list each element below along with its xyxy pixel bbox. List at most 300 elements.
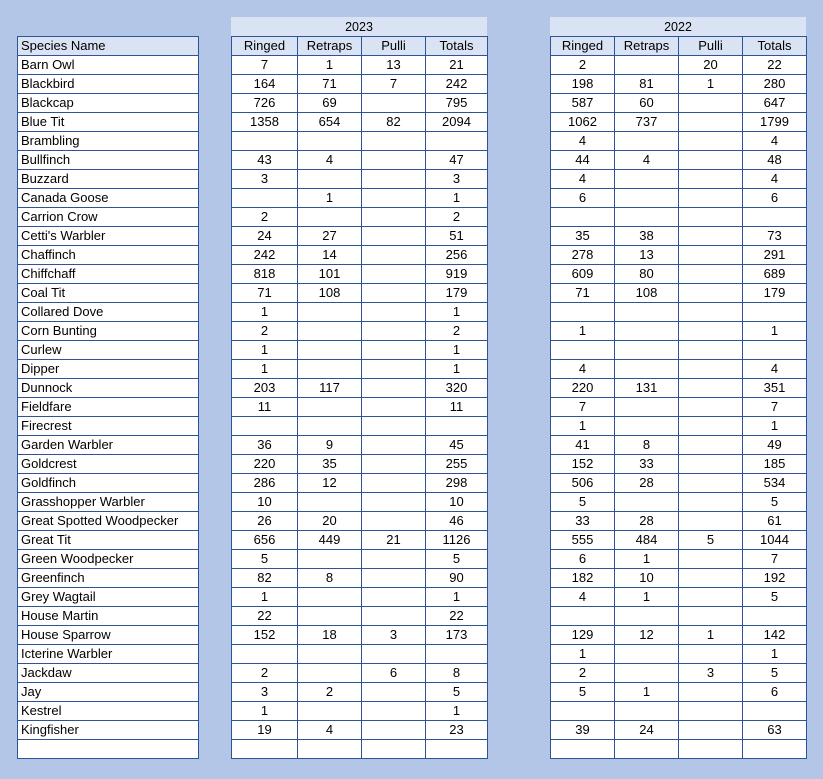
ringed-cell[interactable]: 1 [232,588,298,607]
retraps-cell[interactable]: 20 [298,512,362,531]
ringed-cell[interactable]: 2 [551,664,615,683]
ringed-cell[interactable]: 41 [551,436,615,455]
species-name-cell[interactable]: Barn Owl [18,56,199,75]
ringed-cell[interactable] [551,341,615,360]
totals-cell[interactable]: 45 [426,436,488,455]
retraps-cell[interactable] [615,645,679,664]
totals-cell[interactable]: 192 [743,569,807,588]
totals-cell[interactable]: 1 [743,322,807,341]
retraps-cell[interactable]: 654 [298,113,362,132]
species-name-cell[interactable]: Goldcrest [18,455,199,474]
ringed-cell[interactable]: 35 [551,227,615,246]
retraps-cell[interactable]: 80 [615,265,679,284]
totals-cell[interactable]: 5 [426,683,488,702]
species-name-cell[interactable]: Goldfinch [18,474,199,493]
species-name-cell[interactable]: Grey Wagtail [18,588,199,607]
pulli-cell[interactable] [362,227,426,246]
retraps-cell[interactable] [615,493,679,512]
retraps-cell[interactable]: 27 [298,227,362,246]
ringed-cell[interactable]: 152 [551,455,615,474]
ringed-cell[interactable]: 656 [232,531,298,550]
ringed-cell[interactable]: 182 [551,569,615,588]
species-name-cell[interactable]: Chaffinch [18,246,199,265]
totals-cell[interactable]: 47 [426,151,488,170]
pulli-cell[interactable] [362,417,426,436]
retraps-cell[interactable] [298,360,362,379]
totals-cell[interactable]: 5 [743,493,807,512]
ringed-cell[interactable] [232,417,298,436]
ringed-cell[interactable]: 129 [551,626,615,645]
ringed-cell[interactable] [551,740,615,759]
pulli-cell[interactable]: 3 [679,664,743,683]
ringed-cell[interactable] [551,303,615,322]
ringed-cell[interactable]: 278 [551,246,615,265]
totals-cell[interactable]: 73 [743,227,807,246]
ringed-cell[interactable]: 3 [232,170,298,189]
totals-cell[interactable]: 1 [426,360,488,379]
ringed-cell[interactable] [551,702,615,721]
pulli-cell[interactable] [362,151,426,170]
species-name-cell[interactable]: Jackdaw [18,664,199,683]
ringed-cell[interactable]: 203 [232,379,298,398]
totals-cell[interactable]: 1044 [743,531,807,550]
species-name-cell[interactable]: Kestrel [18,702,199,721]
retraps-cell[interactable] [615,417,679,436]
retraps-cell[interactable] [298,645,362,664]
pulli-cell[interactable]: 3 [362,626,426,645]
col-retraps-header[interactable]: Retraps [298,37,362,56]
ringed-cell[interactable]: 26 [232,512,298,531]
ringed-cell[interactable]: 2 [232,322,298,341]
ringed-cell[interactable] [232,189,298,208]
pulli-cell[interactable]: 20 [679,56,743,75]
totals-cell[interactable]: 919 [426,265,488,284]
pulli-cell[interactable] [362,702,426,721]
species-name-cell[interactable]: Curlew [18,341,199,360]
totals-cell[interactable] [426,417,488,436]
pulli-cell[interactable] [679,379,743,398]
retraps-cell[interactable]: 9 [298,436,362,455]
totals-cell[interactable]: 142 [743,626,807,645]
ringed-cell[interactable] [551,607,615,626]
species-name-cell[interactable]: Garden Warbler [18,436,199,455]
pulli-cell[interactable] [679,702,743,721]
totals-cell[interactable]: 647 [743,94,807,113]
totals-cell[interactable]: 22 [743,56,807,75]
retraps-cell[interactable]: 131 [615,379,679,398]
pulli-cell[interactable] [362,436,426,455]
species-name-cell[interactable]: Blue Tit [18,113,199,132]
retraps-cell[interactable] [615,189,679,208]
totals-cell[interactable]: 90 [426,569,488,588]
retraps-cell[interactable]: 737 [615,113,679,132]
retraps-cell[interactable] [298,588,362,607]
pulli-cell[interactable] [362,284,426,303]
pulli-cell[interactable]: 1 [679,626,743,645]
totals-cell[interactable]: 7 [743,550,807,569]
pulli-cell[interactable]: 82 [362,113,426,132]
species-name-cell[interactable]: Canada Goose [18,189,199,208]
retraps-cell[interactable] [615,170,679,189]
retraps-cell[interactable]: 33 [615,455,679,474]
retraps-cell[interactable]: 38 [615,227,679,246]
retraps-cell[interactable] [615,303,679,322]
ringed-cell[interactable]: 242 [232,246,298,265]
species-name-cell[interactable]: Greenfinch [18,569,199,588]
totals-cell[interactable]: 4 [743,170,807,189]
ringed-cell[interactable]: 587 [551,94,615,113]
pulli-cell[interactable]: 21 [362,531,426,550]
retraps-cell[interactable]: 117 [298,379,362,398]
totals-cell[interactable]: 5 [426,550,488,569]
pulli-cell[interactable] [679,284,743,303]
pulli-cell[interactable] [679,512,743,531]
ringed-cell[interactable]: 4 [551,588,615,607]
species-name-cell[interactable] [18,740,199,759]
ringed-cell[interactable]: 36 [232,436,298,455]
pulli-cell[interactable] [362,683,426,702]
pulli-cell[interactable] [362,189,426,208]
species-name-cell[interactable]: Chiffchaff [18,265,199,284]
retraps-cell[interactable]: 8 [298,569,362,588]
pulli-cell[interactable] [679,569,743,588]
retraps-cell[interactable] [298,702,362,721]
totals-cell[interactable]: 179 [426,284,488,303]
year-2023-title[interactable]: 2023 [231,17,487,36]
totals-cell[interactable] [426,132,488,151]
species-name-cell[interactable]: Icterine Warbler [18,645,199,664]
totals-cell[interactable]: 4 [743,360,807,379]
totals-cell[interactable]: 689 [743,265,807,284]
retraps-cell[interactable] [298,493,362,512]
retraps-cell[interactable]: 14 [298,246,362,265]
col-totals-header[interactable]: Totals [743,37,807,56]
pulli-cell[interactable] [679,398,743,417]
species-name-cell[interactable]: Dunnock [18,379,199,398]
totals-cell[interactable]: 291 [743,246,807,265]
species-name-cell[interactable]: Green Woodpecker [18,550,199,569]
col-ringed-header[interactable]: Ringed [232,37,298,56]
pulli-cell[interactable] [362,132,426,151]
ringed-cell[interactable] [232,740,298,759]
pulli-cell[interactable] [362,303,426,322]
retraps-cell[interactable]: 24 [615,721,679,740]
retraps-cell[interactable]: 35 [298,455,362,474]
retraps-cell[interactable]: 28 [615,474,679,493]
totals-cell[interactable] [426,740,488,759]
ringed-cell[interactable] [551,208,615,227]
ringed-cell[interactable]: 44 [551,151,615,170]
pulli-cell[interactable]: 1 [679,75,743,94]
ringed-cell[interactable]: 506 [551,474,615,493]
ringed-cell[interactable]: 22 [232,607,298,626]
pulli-cell[interactable] [362,569,426,588]
ringed-cell[interactable]: 1358 [232,113,298,132]
totals-cell[interactable]: 4 [743,132,807,151]
retraps-cell[interactable]: 12 [615,626,679,645]
retraps-cell[interactable] [298,664,362,683]
pulli-cell[interactable] [362,341,426,360]
ringed-cell[interactable]: 220 [232,455,298,474]
species-name-cell[interactable]: Corn Bunting [18,322,199,341]
retraps-cell[interactable] [615,664,679,683]
species-name-cell[interactable]: Cetti's Warbler [18,227,199,246]
ringed-cell[interactable]: 152 [232,626,298,645]
pulli-cell[interactable] [362,721,426,740]
retraps-cell[interactable] [298,132,362,151]
pulli-cell[interactable] [679,417,743,436]
totals-cell[interactable]: 1799 [743,113,807,132]
totals-cell[interactable]: 1126 [426,531,488,550]
retraps-cell[interactable]: 484 [615,531,679,550]
retraps-cell[interactable] [298,208,362,227]
species-name-cell[interactable]: House Sparrow [18,626,199,645]
totals-cell[interactable]: 6 [743,683,807,702]
retraps-cell[interactable] [615,398,679,417]
retraps-cell[interactable]: 71 [298,75,362,94]
pulli-cell[interactable] [362,474,426,493]
totals-cell[interactable]: 49 [743,436,807,455]
totals-cell[interactable]: 5 [743,588,807,607]
pulli-cell[interactable] [679,246,743,265]
ringed-cell[interactable] [232,132,298,151]
ringed-cell[interactable]: 5 [551,683,615,702]
ringed-cell[interactable]: 1 [551,645,615,664]
retraps-cell[interactable]: 13 [615,246,679,265]
totals-cell[interactable]: 46 [426,512,488,531]
totals-cell[interactable]: 61 [743,512,807,531]
retraps-cell[interactable]: 1 [615,588,679,607]
retraps-cell[interactable] [615,56,679,75]
pulli-cell[interactable] [679,341,743,360]
pulli-cell[interactable] [362,398,426,417]
pulli-cell[interactable] [679,740,743,759]
retraps-cell[interactable] [615,360,679,379]
retraps-cell[interactable]: 4 [615,151,679,170]
retraps-cell[interactable] [615,322,679,341]
ringed-cell[interactable]: 39 [551,721,615,740]
retraps-cell[interactable]: 60 [615,94,679,113]
ringed-cell[interactable]: 198 [551,75,615,94]
ringed-cell[interactable]: 11 [232,398,298,417]
species-name-cell[interactable]: Bullfinch [18,151,199,170]
ringed-cell[interactable]: 1 [232,360,298,379]
totals-cell[interactable]: 280 [743,75,807,94]
ringed-cell[interactable]: 24 [232,227,298,246]
totals-cell[interactable]: 23 [426,721,488,740]
pulli-cell[interactable] [362,645,426,664]
species-name-cell[interactable]: Kingfisher [18,721,199,740]
totals-cell[interactable] [743,303,807,322]
ringed-cell[interactable]: 4 [551,132,615,151]
species-name-cell[interactable]: Grasshopper Warbler [18,493,199,512]
ringed-cell[interactable]: 5 [232,550,298,569]
species-name-cell[interactable]: Great Tit [18,531,199,550]
species-name-cell[interactable]: Firecrest [18,417,199,436]
species-name-cell[interactable]: Carrion Crow [18,208,199,227]
species-name-cell[interactable]: Blackcap [18,94,199,113]
retraps-cell[interactable] [298,170,362,189]
species-name-cell[interactable]: Blackbird [18,75,199,94]
pulli-cell[interactable] [679,493,743,512]
totals-cell[interactable]: 255 [426,455,488,474]
retraps-cell[interactable] [298,740,362,759]
pulli-cell[interactable]: 13 [362,56,426,75]
ringed-cell[interactable]: 71 [232,284,298,303]
retraps-cell[interactable]: 28 [615,512,679,531]
pulli-cell[interactable] [362,493,426,512]
ringed-cell[interactable]: 4 [551,360,615,379]
ringed-cell[interactable]: 818 [232,265,298,284]
totals-cell[interactable]: 7 [743,398,807,417]
species-name-cell[interactable]: Fieldfare [18,398,199,417]
totals-cell[interactable]: 534 [743,474,807,493]
totals-cell[interactable] [743,702,807,721]
totals-cell[interactable]: 63 [743,721,807,740]
pulli-cell[interactable] [362,550,426,569]
pulli-cell[interactable] [679,436,743,455]
totals-cell[interactable]: 2 [426,322,488,341]
pulli-cell[interactable] [362,265,426,284]
retraps-cell[interactable] [298,417,362,436]
pulli-cell[interactable] [679,322,743,341]
retraps-cell[interactable]: 8 [615,436,679,455]
pulli-cell[interactable] [362,170,426,189]
totals-cell[interactable]: 795 [426,94,488,113]
ringed-cell[interactable]: 2 [232,208,298,227]
retraps-cell[interactable] [298,322,362,341]
totals-cell[interactable]: 10 [426,493,488,512]
totals-cell[interactable]: 1 [426,702,488,721]
pulli-cell[interactable] [362,740,426,759]
totals-cell[interactable]: 242 [426,75,488,94]
pulli-cell[interactable] [679,265,743,284]
ringed-cell[interactable]: 2 [232,664,298,683]
ringed-cell[interactable]: 71 [551,284,615,303]
ringed-cell[interactable]: 33 [551,512,615,531]
pulli-cell[interactable] [362,94,426,113]
ringed-cell[interactable]: 5 [551,493,615,512]
pulli-cell[interactable] [679,132,743,151]
totals-cell[interactable]: 185 [743,455,807,474]
pulli-cell[interactable] [679,645,743,664]
ringed-cell[interactable]: 19 [232,721,298,740]
pulli-cell[interactable] [362,512,426,531]
ringed-cell[interactable]: 1062 [551,113,615,132]
species-name-header[interactable]: Species Name [18,37,199,56]
pulli-cell[interactable] [679,151,743,170]
totals-cell[interactable] [743,341,807,360]
retraps-cell[interactable]: 2 [298,683,362,702]
totals-cell[interactable]: 51 [426,227,488,246]
retraps-cell[interactable] [298,607,362,626]
ringed-cell[interactable]: 7 [551,398,615,417]
totals-cell[interactable]: 3 [426,170,488,189]
totals-cell[interactable]: 2 [426,208,488,227]
pulli-cell[interactable] [679,550,743,569]
ringed-cell[interactable]: 1 [551,417,615,436]
ringed-cell[interactable]: 286 [232,474,298,493]
ringed-cell[interactable]: 4 [551,170,615,189]
pulli-cell[interactable] [679,455,743,474]
retraps-cell[interactable]: 18 [298,626,362,645]
totals-cell[interactable]: 298 [426,474,488,493]
retraps-cell[interactable] [615,740,679,759]
retraps-cell[interactable]: 10 [615,569,679,588]
ringed-cell[interactable]: 1 [232,702,298,721]
pulli-cell[interactable] [679,360,743,379]
ringed-cell[interactable]: 43 [232,151,298,170]
ringed-cell[interactable]: 7 [232,56,298,75]
retraps-cell[interactable]: 69 [298,94,362,113]
pulli-cell[interactable] [679,588,743,607]
retraps-cell[interactable] [298,303,362,322]
species-name-cell[interactable]: Dipper [18,360,199,379]
pulli-cell[interactable] [679,607,743,626]
retraps-cell[interactable] [298,341,362,360]
totals-cell[interactable] [743,740,807,759]
totals-cell[interactable]: 11 [426,398,488,417]
totals-cell[interactable]: 179 [743,284,807,303]
pulli-cell[interactable] [679,208,743,227]
totals-cell[interactable]: 173 [426,626,488,645]
retraps-cell[interactable]: 1 [615,550,679,569]
retraps-cell[interactable] [298,550,362,569]
totals-cell[interactable]: 21 [426,56,488,75]
ringed-cell[interactable]: 10 [232,493,298,512]
pulli-cell[interactable] [362,588,426,607]
totals-cell[interactable]: 1 [743,417,807,436]
ringed-cell[interactable]: 220 [551,379,615,398]
pulli-cell[interactable] [679,113,743,132]
totals-cell[interactable]: 1 [426,588,488,607]
retraps-cell[interactable]: 108 [615,284,679,303]
totals-cell[interactable]: 320 [426,379,488,398]
retraps-cell[interactable]: 1 [298,189,362,208]
ringed-cell[interactable]: 1 [551,322,615,341]
totals-cell[interactable]: 5 [743,664,807,683]
pulli-cell[interactable] [362,379,426,398]
totals-cell[interactable]: 1 [743,645,807,664]
ringed-cell[interactable]: 1 [232,303,298,322]
retraps-cell[interactable]: 12 [298,474,362,493]
year-2022-title[interactable]: 2022 [550,17,806,36]
retraps-cell[interactable]: 4 [298,721,362,740]
retraps-cell[interactable] [615,208,679,227]
ringed-cell[interactable]: 1 [232,341,298,360]
retraps-cell[interactable]: 81 [615,75,679,94]
species-name-cell[interactable]: Collared Dove [18,303,199,322]
col-totals-header[interactable]: Totals [426,37,488,56]
col-ringed-header[interactable]: Ringed [551,37,615,56]
ringed-cell[interactable]: 609 [551,265,615,284]
ringed-cell[interactable]: 726 [232,94,298,113]
totals-cell[interactable] [426,645,488,664]
retraps-cell[interactable]: 4 [298,151,362,170]
ringed-cell[interactable]: 6 [551,550,615,569]
totals-cell[interactable]: 48 [743,151,807,170]
retraps-cell[interactable] [615,607,679,626]
species-name-cell[interactable]: Great Spotted Woodpecker [18,512,199,531]
species-name-cell[interactable]: Coal Tit [18,284,199,303]
pulli-cell[interactable] [362,246,426,265]
totals-cell[interactable]: 1 [426,341,488,360]
retraps-cell[interactable] [615,341,679,360]
species-name-cell[interactable]: Brambling [18,132,199,151]
totals-cell[interactable]: 6 [743,189,807,208]
ringed-cell[interactable]: 555 [551,531,615,550]
pulli-cell[interactable] [679,721,743,740]
